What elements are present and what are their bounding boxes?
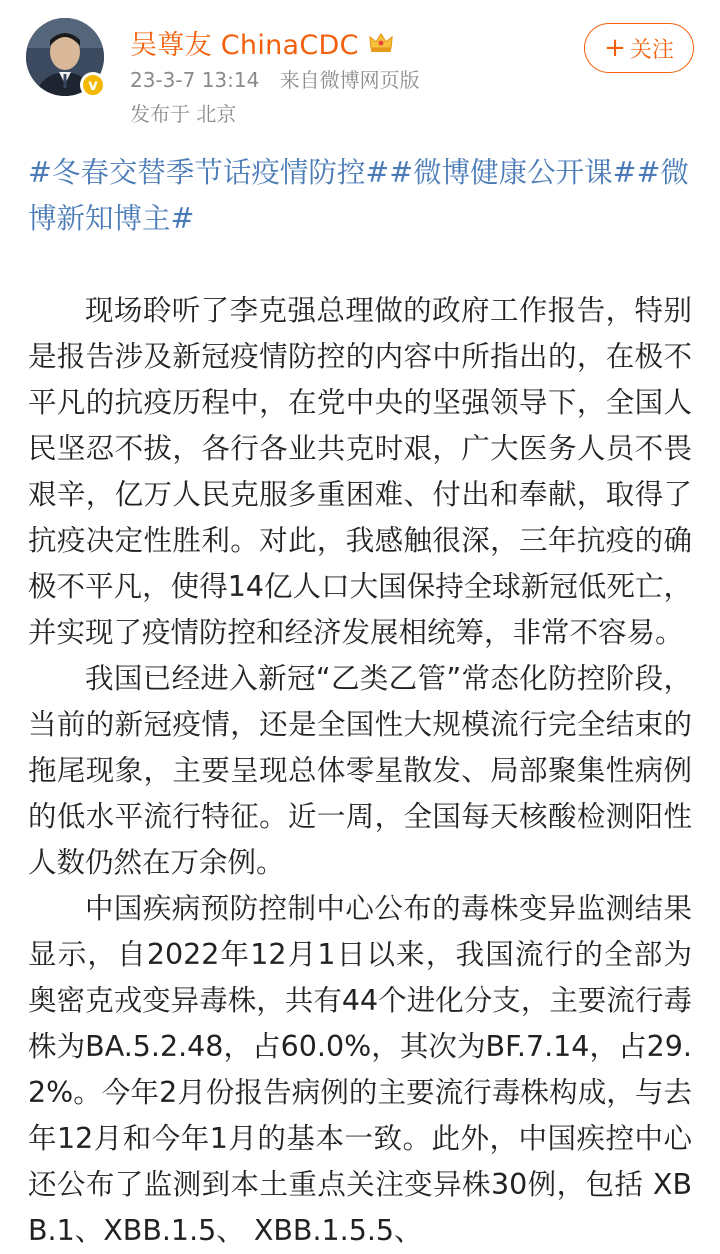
post-source: 来自微博网页版 (279, 68, 420, 92)
verified-badge-icon: v (80, 72, 106, 98)
post-location: 发布于 北京 (130, 102, 237, 126)
hashtag-link[interactable]: #微博新知博主# (28, 156, 689, 235)
post-timestamp: 23-3-7 13:14 (130, 68, 260, 92)
post-meta (130, 64, 434, 93)
hashtag-link[interactable]: #微博健康公开课# (389, 156, 637, 189)
plus-icon: + (604, 33, 626, 63)
post-header (0, 0, 720, 140)
hashtag-link[interactable]: #冬春交替季节话疫情防控# (28, 156, 390, 189)
avatar-container[interactable] (26, 18, 104, 96)
post-paragraph: 我国已经进入新冠“乙类乙管”常态化防控阶段，当前的新冠疫情，还是全国性大规模流行完全结束的拖尾现象，主要呈现总体零星散发、局部聚集性病例的低水平流行特征。近一周，全国每天核酸检测阳性人数仍然在万余例。 (28, 662, 692, 879)
username[interactable]: 吴尊友 ChinaCDC (130, 29, 359, 61)
follow-button[interactable] (584, 23, 694, 73)
crown-icon (367, 28, 395, 56)
post-paragraph: 中国疾病预防控制中心公布的毒株变异监测结果显示，自2022年12月1日以来，我国流行的全部为奥密克戎变异毒株，共有44个进化分支，主要流行毒株为BA.5.2.48，占60.0%，其次为BF.7.14，占29.2%。今年2月份报告病例的主要流行毒株构成，与去年12月和今年1月的基本一致。此外，中国疾控中心还公布了监测到本土重点关注变异株30例，包括 XBB.1、XBB.1.5、 XBB.1.5.5、 (28, 892, 692, 1247)
username-row (130, 22, 395, 62)
hashtag-line (28, 150, 692, 242)
post-body (28, 150, 692, 1254)
follow-button-label: 关注 (629, 37, 674, 63)
post-paragraph: 现场聆听了李克强总理做的政府工作报告，特别是报告涉及新冠疫情防控的内容中所指出的，在极不平凡的抗疫历程中，在党中央的坚强领导下，全国人民坚忍不拔，各行各业共克时艰，广大医务人员不畏艰辛，亿万人民克服多重困难、付出和奉献，取得了抗疫决定性胜利。对此，我感触很深，三年抗疫的确极不平凡，使得14亿人口大国保持全球新冠低死亡，并实现了疫情防控和经济发展相统筹，非常不容易。 (28, 294, 692, 649)
